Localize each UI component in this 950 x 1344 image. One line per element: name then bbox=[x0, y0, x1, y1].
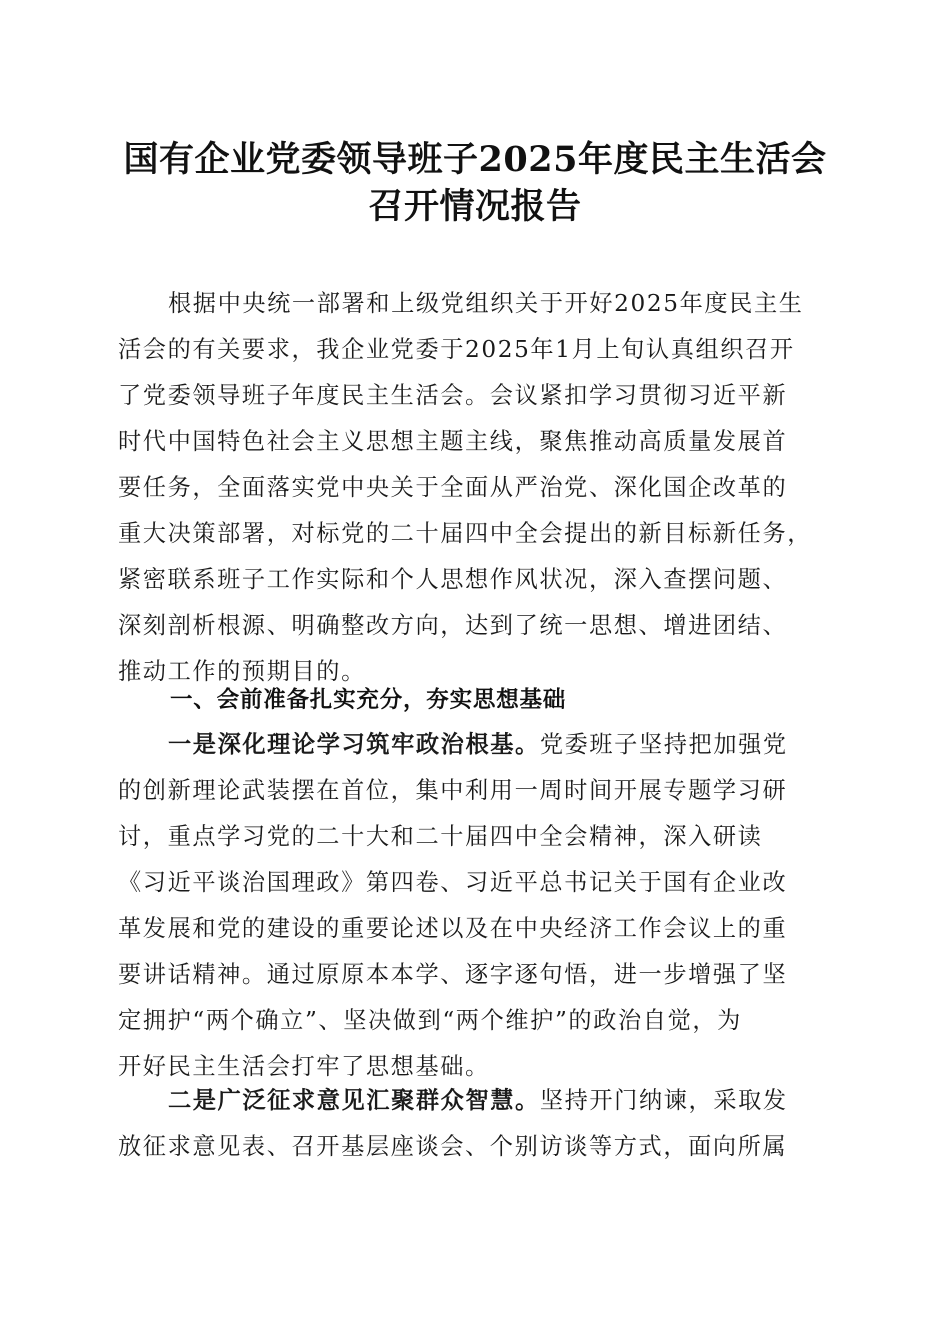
item-2-first-line-rest: 坚持开门纳谏，采取发 bbox=[539, 1087, 788, 1114]
paragraph-line: 了党委领导班子年度民主生活会。会议紧扣学习贯彻习近平新 bbox=[118, 382, 788, 409]
paragraph-line: 《习近平谈治国理政》第四卷、习近平总书记关于国有企业改 bbox=[118, 869, 788, 896]
paragraph-line: 根据中央统一部署和上级党组织关于开好2025年度民主生 bbox=[168, 290, 804, 317]
item-1-first-line-rest: 党委班子坚持把加强党 bbox=[539, 731, 788, 758]
paragraph-line: 的创新理论武装摆在首位，集中利用一周时间开展专题学习研 bbox=[118, 777, 788, 804]
paragraph-line: 定拥护“两个确立”、坚决做到“两个维护”的政治自觉，为 bbox=[118, 1007, 742, 1034]
paragraph-line: 要讲话精神。通过原原本本学、逐字逐句悟，进一步增强了坚 bbox=[118, 961, 788, 988]
paragraph-first-line bbox=[118, 1078, 834, 1124]
paragraph-line: 时代中国特色社会主义思想主题主线，聚焦推动高质量发展首 bbox=[118, 428, 788, 455]
paragraph-first-line bbox=[118, 722, 834, 768]
intro-paragraph bbox=[118, 281, 834, 695]
paragraph-line: 讨，重点学习党的二十大和二十届四中全会精神，深入研读 bbox=[118, 823, 763, 850]
paragraph-line: 活会的有关要求，我企业党委于2025年1月上旬认真组织召开 bbox=[118, 336, 795, 363]
paragraph-line: 深刻剖析根源、明确整改方向，达到了统一思想、增进团结、 bbox=[118, 612, 788, 639]
paragraph-line: 推动工作的预期目的。 bbox=[118, 658, 366, 685]
paragraph-line: 要任务，全面落实党中央关于全面从严治党、深化国企改革的 bbox=[118, 474, 788, 501]
document-title-line-2: 召开情况报告 bbox=[368, 186, 582, 227]
paragraph-line: 开好民主生活会打牢了思想基础。 bbox=[118, 1053, 490, 1080]
section-heading-1: 一、会前准备扎实充分，夯实思想基础 bbox=[170, 687, 567, 713]
document-title-line-1: 国有企业党委领导班子2025年度民主生活会 bbox=[123, 139, 827, 180]
item-1-paragraph bbox=[118, 722, 834, 1090]
paragraph-line: 紧密联系班子工作实际和个人思想作风状况，深入查摆问题、 bbox=[118, 566, 788, 593]
paragraph-line: 重大决策部署，对标党的二十届四中全会提出的新目标新任务， bbox=[118, 520, 813, 547]
paragraph-line: 放征求意见表、召开基层座谈会、个别访谈等方式，面向所属 bbox=[118, 1133, 788, 1160]
item-2-paragraph bbox=[118, 1078, 834, 1170]
item-1-lead: 一是深化理论学习筑牢政治根基。 bbox=[168, 731, 540, 758]
paragraph-line: 革发展和党的建设的重要论述以及在中央经济工作会议上的重 bbox=[118, 915, 788, 942]
item-2-lead: 二是广泛征求意见汇聚群众智慧。 bbox=[168, 1087, 540, 1114]
